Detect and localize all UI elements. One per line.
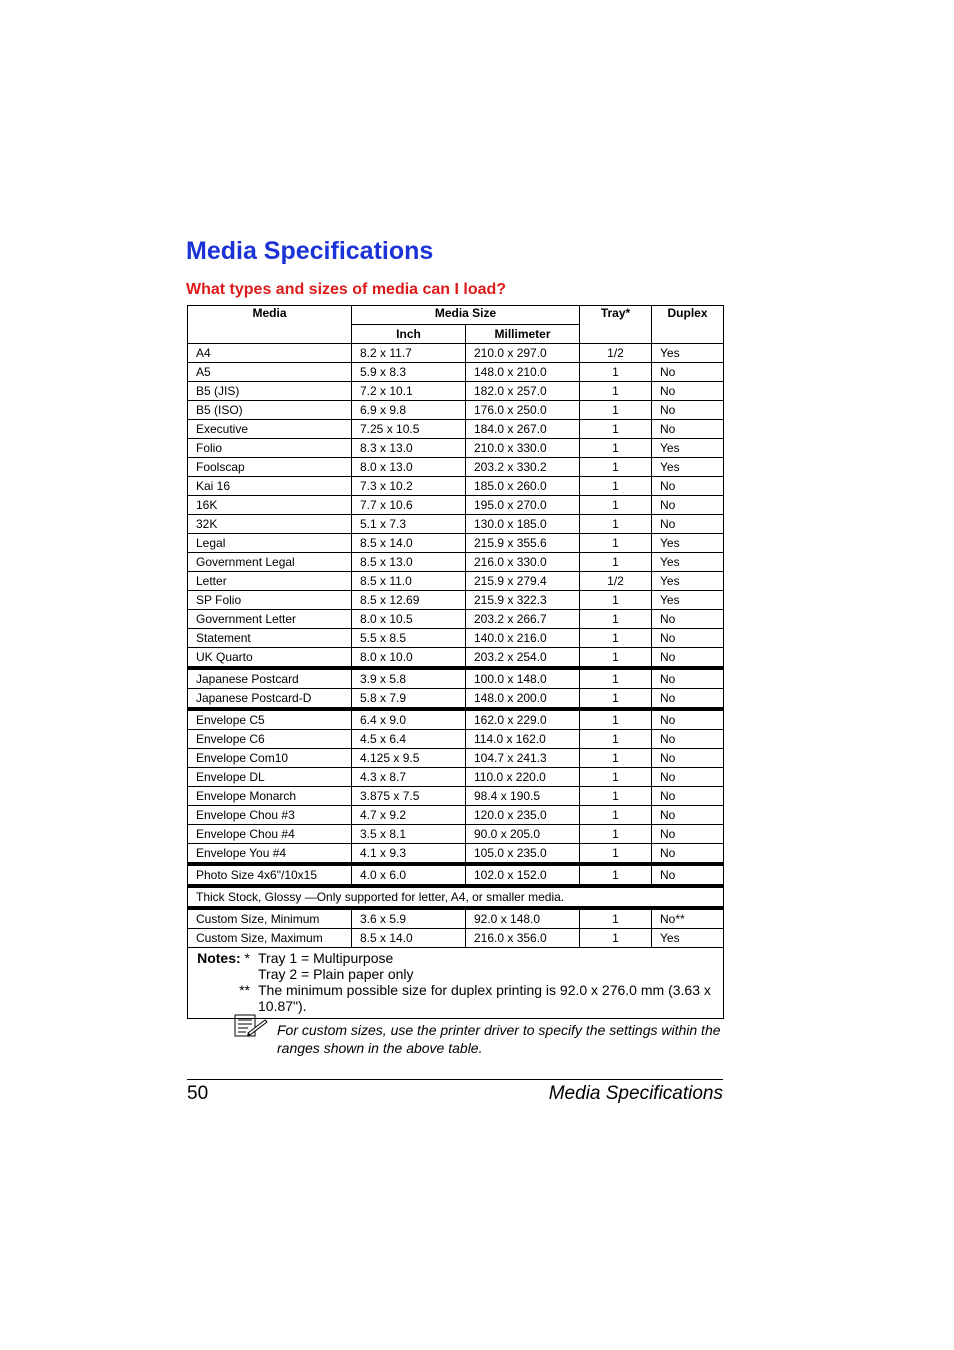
cell-media: Letter bbox=[188, 572, 352, 591]
cell-inch: 8.0 x 10.5 bbox=[352, 610, 466, 629]
header-media-size: Media Size bbox=[352, 306, 580, 325]
cell-duplex: No bbox=[652, 689, 724, 710]
table-row bbox=[188, 709, 724, 730]
cell-duplex: No bbox=[652, 610, 724, 629]
notes-label-line bbox=[195, 950, 258, 966]
cell-media: Government Legal bbox=[188, 553, 352, 572]
cell-inch: 4.5 x 6.4 bbox=[352, 730, 466, 749]
table-row bbox=[188, 749, 724, 768]
table-row bbox=[188, 420, 724, 439]
cell-inch: 8.5 x 11.0 bbox=[352, 572, 466, 591]
header-millimeter: Millimeter bbox=[466, 325, 580, 344]
cell-tray: 1 bbox=[580, 709, 652, 730]
cell-media: Statement bbox=[188, 629, 352, 648]
cell-duplex: No bbox=[652, 382, 724, 401]
cell-inch: 4.3 x 8.7 bbox=[352, 768, 466, 787]
cell-duplex: Yes bbox=[652, 534, 724, 553]
cell-inch: 7.25 x 10.5 bbox=[352, 420, 466, 439]
cell-media: Japanese Postcard-D bbox=[188, 689, 352, 710]
note-line-1: Tray 1 = Multipurpose bbox=[258, 950, 394, 966]
cell-media: 32K bbox=[188, 515, 352, 534]
cell-inch: 5.8 x 7.9 bbox=[352, 689, 466, 710]
cell-duplex: No bbox=[652, 864, 724, 886]
cell-duplex: Yes bbox=[652, 439, 724, 458]
cell-millimeter: 114.0 x 162.0 bbox=[466, 730, 580, 749]
cell-tray: 1 bbox=[580, 458, 652, 477]
cell-millimeter: 120.0 x 235.0 bbox=[466, 806, 580, 825]
cell-millimeter: 216.0 x 356.0 bbox=[466, 929, 580, 948]
cell-tray: 1 bbox=[580, 929, 652, 948]
cell-millimeter: 185.0 x 260.0 bbox=[466, 477, 580, 496]
cell-media: Foolscap bbox=[188, 458, 352, 477]
cell-tray: 1 bbox=[580, 496, 652, 515]
cell-duplex: No bbox=[652, 844, 724, 865]
cell-millimeter: 140.0 x 216.0 bbox=[466, 629, 580, 648]
thick-stock-note: Thick Stock, Glossy —Only supported for letter, A4, or smaller media. bbox=[188, 886, 724, 908]
cell-inch: 3.6 x 5.9 bbox=[352, 908, 466, 929]
cell-tray: 1 bbox=[580, 515, 652, 534]
cell-tray: 1 bbox=[580, 730, 652, 749]
cell-media: A5 bbox=[188, 363, 352, 382]
note-marker-1: * bbox=[244, 950, 250, 966]
cell-millimeter: 195.0 x 270.0 bbox=[466, 496, 580, 515]
table-row bbox=[188, 668, 724, 689]
table-row bbox=[188, 787, 724, 806]
cell-inch: 8.5 x 14.0 bbox=[352, 929, 466, 948]
cell-duplex: No bbox=[652, 401, 724, 420]
cell-media: SP Folio bbox=[188, 591, 352, 610]
cell-duplex: No bbox=[652, 709, 724, 730]
note-marker-2: ** bbox=[239, 982, 250, 998]
cell-media: Executive bbox=[188, 420, 352, 439]
cell-tray: 1 bbox=[580, 689, 652, 710]
cell-inch: 8.2 x 11.7 bbox=[352, 344, 466, 363]
cell-media: 16K bbox=[188, 496, 352, 515]
cell-inch: 3.5 x 8.1 bbox=[352, 825, 466, 844]
cell-millimeter: 215.9 x 322.3 bbox=[466, 591, 580, 610]
cell-inch: 8.5 x 12.69 bbox=[352, 591, 466, 610]
cell-media: Japanese Postcard bbox=[188, 668, 352, 689]
cell-media: Envelope Chou #4 bbox=[188, 825, 352, 844]
table-row bbox=[188, 629, 724, 648]
cell-duplex: Yes bbox=[652, 458, 724, 477]
note-line-3: The minimum possible size for duplex printing is 92.0 x 276.0 mm (3.63 x 10.87"). bbox=[258, 982, 711, 1014]
cell-millimeter: 210.0 x 330.0 bbox=[466, 439, 580, 458]
table-row bbox=[188, 929, 724, 948]
cell-tray: 1 bbox=[580, 668, 652, 689]
cell-tray: 1/2 bbox=[580, 344, 652, 363]
cell-media: Envelope Monarch bbox=[188, 787, 352, 806]
note-pencil-icon bbox=[234, 1014, 268, 1038]
cell-duplex: Yes bbox=[652, 344, 724, 363]
page-title: Media Specifications bbox=[186, 237, 434, 265]
cell-duplex: No bbox=[652, 420, 724, 439]
table-row bbox=[188, 768, 724, 787]
header-duplex: Duplex bbox=[652, 306, 724, 344]
cell-media: Folio bbox=[188, 439, 352, 458]
cell-inch: 8.0 x 13.0 bbox=[352, 458, 466, 477]
cell-duplex: No bbox=[652, 477, 724, 496]
cell-media: Envelope DL bbox=[188, 768, 352, 787]
media-spec-table bbox=[187, 305, 724, 1019]
cell-duplex: Yes bbox=[652, 929, 724, 948]
cell-media: A4 bbox=[188, 344, 352, 363]
header-tray: Tray* bbox=[580, 306, 652, 344]
cell-millimeter: 162.0 x 229.0 bbox=[466, 709, 580, 730]
notes-label: Notes: bbox=[197, 950, 241, 966]
cell-media: Envelope Com10 bbox=[188, 749, 352, 768]
cell-inch: 4.7 x 9.2 bbox=[352, 806, 466, 825]
cell-duplex: No bbox=[652, 806, 724, 825]
cell-inch: 5.5 x 8.5 bbox=[352, 629, 466, 648]
cell-inch: 6.4 x 9.0 bbox=[352, 709, 466, 730]
cell-millimeter: 148.0 x 200.0 bbox=[466, 689, 580, 710]
cell-media: Photo Size 4x6"/10x15 bbox=[188, 864, 352, 886]
cell-tray: 1 bbox=[580, 477, 652, 496]
table-row bbox=[188, 477, 724, 496]
cell-millimeter: 216.0 x 330.0 bbox=[466, 553, 580, 572]
cell-inch: 6.9 x 9.8 bbox=[352, 401, 466, 420]
table-row bbox=[188, 689, 724, 710]
table-row bbox=[188, 458, 724, 477]
table-row bbox=[188, 844, 724, 865]
cell-tray: 1 bbox=[580, 439, 652, 458]
cell-duplex: No bbox=[652, 787, 724, 806]
cell-tray: 1 bbox=[580, 864, 652, 886]
cell-inch: 4.125 x 9.5 bbox=[352, 749, 466, 768]
cell-millimeter: 215.9 x 279.4 bbox=[466, 572, 580, 591]
cell-millimeter: 105.0 x 235.0 bbox=[466, 844, 580, 865]
cell-millimeter: 203.2 x 330.2 bbox=[466, 458, 580, 477]
cell-tray: 1 bbox=[580, 401, 652, 420]
cell-tray: 1 bbox=[580, 825, 652, 844]
cell-millimeter: 182.0 x 257.0 bbox=[466, 382, 580, 401]
cell-millimeter: 203.2 x 266.7 bbox=[466, 610, 580, 629]
cell-inch: 7.7 x 10.6 bbox=[352, 496, 466, 515]
cell-tray: 1 bbox=[580, 648, 652, 669]
cell-tray: 1 bbox=[580, 363, 652, 382]
cell-tray: 1 bbox=[580, 382, 652, 401]
table-row bbox=[188, 553, 724, 572]
table-row bbox=[188, 864, 724, 886]
note-line-2: Tray 2 = Plain paper only bbox=[258, 966, 414, 982]
custom-size-tip: For custom sizes, use the printer driver to specify the settings within the ranges shown in the above table. bbox=[277, 1022, 721, 1056]
cell-inch: 8.5 x 13.0 bbox=[352, 553, 466, 572]
cell-millimeter: 104.7 x 241.3 bbox=[466, 749, 580, 768]
cell-millimeter: 92.0 x 148.0 bbox=[466, 908, 580, 929]
cell-duplex: No bbox=[652, 749, 724, 768]
cell-tray: 1 bbox=[580, 553, 652, 572]
page-number: 50 bbox=[187, 1083, 209, 1104]
cell-duplex: No bbox=[652, 768, 724, 787]
table-row bbox=[188, 591, 724, 610]
table-row bbox=[188, 382, 724, 401]
cell-duplex: No bbox=[652, 825, 724, 844]
cell-duplex: No bbox=[652, 648, 724, 669]
cell-media: Envelope C6 bbox=[188, 730, 352, 749]
cell-tray: 1 bbox=[580, 768, 652, 787]
cell-tray: 1 bbox=[580, 787, 652, 806]
cell-tray: 1 bbox=[580, 534, 652, 553]
table-row bbox=[188, 439, 724, 458]
cell-millimeter: 98.4 x 190.5 bbox=[466, 787, 580, 806]
cell-tray: 1 bbox=[580, 420, 652, 439]
cell-media: Kai 16 bbox=[188, 477, 352, 496]
cell-millimeter: 148.0 x 210.0 bbox=[466, 363, 580, 382]
cell-millimeter: 110.0 x 220.0 bbox=[466, 768, 580, 787]
footer-rule bbox=[187, 1079, 723, 1080]
cell-media: Custom Size, Maximum bbox=[188, 929, 352, 948]
cell-inch: 7.2 x 10.1 bbox=[352, 382, 466, 401]
cell-media: Envelope Chou #3 bbox=[188, 806, 352, 825]
cell-media: Envelope You #4 bbox=[188, 844, 352, 865]
section-subtitle: What types and sizes of media can I load? bbox=[186, 281, 507, 298]
table-row bbox=[188, 401, 724, 420]
cell-millimeter: 176.0 x 250.0 bbox=[466, 401, 580, 420]
cell-duplex: No bbox=[652, 730, 724, 749]
footer-section-title: Media Specifications bbox=[548, 1083, 723, 1104]
cell-duplex: No bbox=[652, 515, 724, 534]
table-row bbox=[188, 496, 724, 515]
cell-tray: 1/2 bbox=[580, 572, 652, 591]
cell-millimeter: 215.9 x 355.6 bbox=[466, 534, 580, 553]
cell-inch: 5.1 x 7.3 bbox=[352, 515, 466, 534]
cell-inch: 8.0 x 10.0 bbox=[352, 648, 466, 669]
cell-tray: 1 bbox=[580, 610, 652, 629]
header-inch: Inch bbox=[352, 325, 466, 344]
cell-millimeter: 90.0 x 205.0 bbox=[466, 825, 580, 844]
table-row bbox=[188, 825, 724, 844]
cell-duplex: Yes bbox=[652, 591, 724, 610]
cell-millimeter: 203.2 x 254.0 bbox=[466, 648, 580, 669]
cell-media: UK Quarto bbox=[188, 648, 352, 669]
header-media: Media bbox=[188, 306, 352, 344]
cell-inch: 5.9 x 8.3 bbox=[352, 363, 466, 382]
table-row bbox=[188, 908, 724, 929]
cell-duplex: No bbox=[652, 363, 724, 382]
table-body bbox=[188, 344, 724, 1019]
cell-millimeter: 184.0 x 267.0 bbox=[466, 420, 580, 439]
cell-media: Envelope C5 bbox=[188, 709, 352, 730]
cell-media: Government Letter bbox=[188, 610, 352, 629]
table-row bbox=[188, 648, 724, 669]
cell-millimeter: 100.0 x 148.0 bbox=[466, 668, 580, 689]
cell-millimeter: 102.0 x 152.0 bbox=[466, 864, 580, 886]
cell-millimeter: 210.0 x 297.0 bbox=[466, 344, 580, 363]
table-row bbox=[188, 610, 724, 629]
table-row bbox=[188, 534, 724, 553]
cell-inch: 3.9 x 5.8 bbox=[352, 668, 466, 689]
cell-tray: 1 bbox=[580, 629, 652, 648]
table-row bbox=[188, 344, 724, 363]
cell-millimeter: 130.0 x 185.0 bbox=[466, 515, 580, 534]
table-notes bbox=[188, 948, 724, 1019]
cell-tray: 1 bbox=[580, 908, 652, 929]
table-row bbox=[188, 730, 724, 749]
cell-tray: 1 bbox=[580, 591, 652, 610]
table-row bbox=[188, 363, 724, 382]
cell-media: B5 (JIS) bbox=[188, 382, 352, 401]
cell-inch: 4.1 x 9.3 bbox=[352, 844, 466, 865]
cell-duplex: Yes bbox=[652, 553, 724, 572]
cell-inch: 3.875 x 7.5 bbox=[352, 787, 466, 806]
cell-media: Custom Size, Minimum bbox=[188, 908, 352, 929]
cell-tray: 1 bbox=[580, 844, 652, 865]
cell-tray: 1 bbox=[580, 749, 652, 768]
cell-duplex: No bbox=[652, 668, 724, 689]
cell-duplex: No** bbox=[652, 908, 724, 929]
cell-inch: 8.3 x 13.0 bbox=[352, 439, 466, 458]
cell-inch: 4.0 x 6.0 bbox=[352, 864, 466, 886]
cell-inch: 7.3 x 10.2 bbox=[352, 477, 466, 496]
cell-media: B5 (ISO) bbox=[188, 401, 352, 420]
cell-duplex: No bbox=[652, 629, 724, 648]
cell-media: Legal bbox=[188, 534, 352, 553]
table-row bbox=[188, 806, 724, 825]
cell-duplex: Yes bbox=[652, 572, 724, 591]
table-row bbox=[188, 515, 724, 534]
cell-inch: 8.5 x 14.0 bbox=[352, 534, 466, 553]
cell-duplex: No bbox=[652, 496, 724, 515]
cell-tray: 1 bbox=[580, 806, 652, 825]
table-row bbox=[188, 572, 724, 591]
